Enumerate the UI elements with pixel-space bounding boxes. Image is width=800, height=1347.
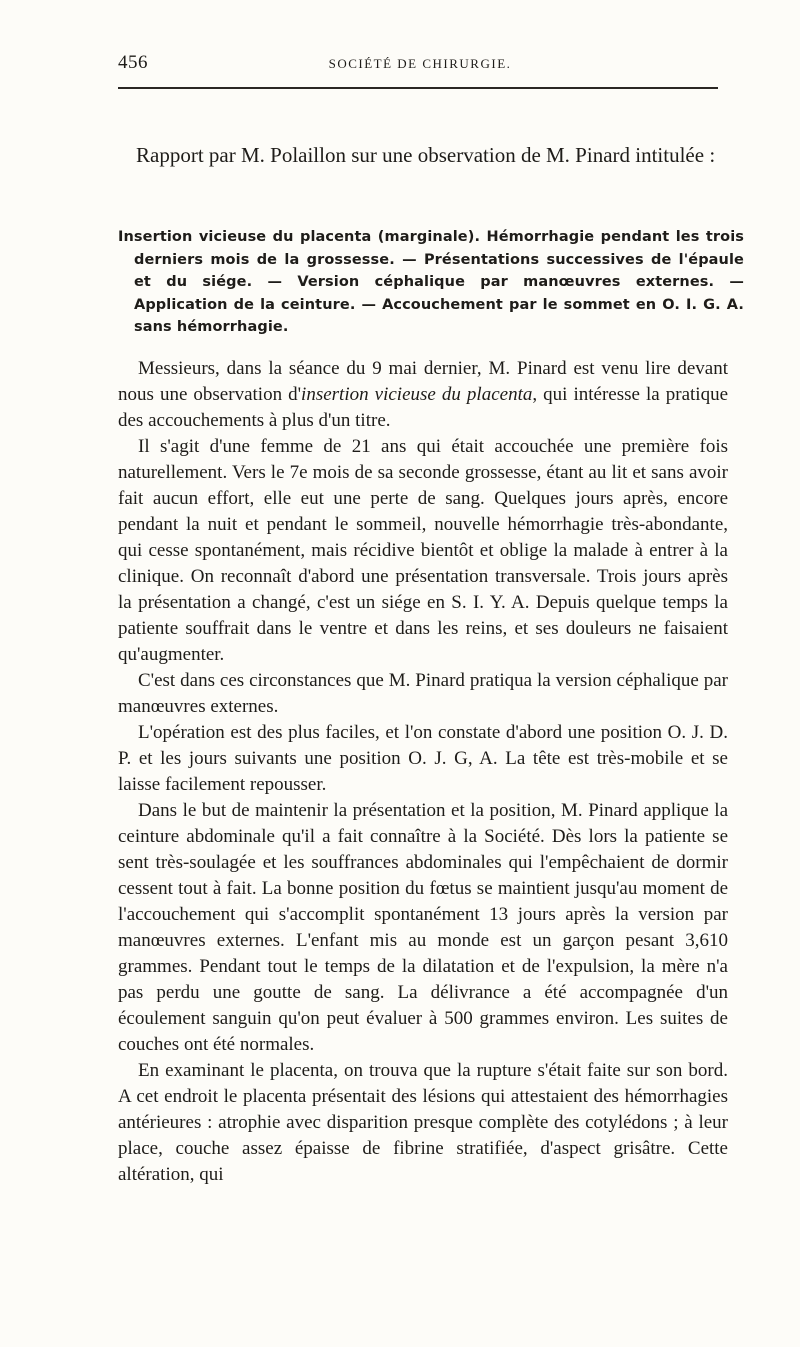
paragraph: L'opération est des plus faciles, et l'on constate d'abord une position O. J. D. P. et les jours suivants une position O. J. G, A. La tête est très-mobile et se laisse facilement repousser. <box>118 722 728 795</box>
paragraph: Messieurs, dans la séance du 9 mai dernier, M. Pinard est venu lire devant nous une observation d'insertion vicieuse du placenta, qui intéresse la pratique des accouchements à plus d'un titre. <box>118 358 729 431</box>
case-subtitle: Insertion vicieuse du placenta (marginale). Hémorrhagie pendant les trois derniers mois de la grossesse. — Présentations successives de l'épaule et du siége. — Version céphalique par manœuvres externes. — Application de la ceinture. — Accouchement par le sommet en O. I. G. A. sans hémorrhagie. <box>118 229 744 335</box>
paragraph: En examinant le placenta, on trouva que la rupture s'était faite sur son bord. A cet endroit le placenta présentait des lésions qui attestaient des hémorrhagies antérieures : atrophie avec disparition presque complète des cotylédons ; à leur place, couche assez épaisse de fibrine stratifiée, d'aspect grisâtre. Cette altération, qui <box>118 1060 728 1185</box>
paragraph: Dans le but de maintenir la présentation et la position, M. Pinard applique la ceinture abdominale qu'il a fait connaître à la Société. Dès lors la patiente se sent très-soulagée et les souffrances abdominales qui l'empêchaient de dormir cessent tout à fait. La bonne position du fœtus se maintient jusqu'au moment de l'accouchement qui s'accomplit spontanément 13 jours après la version par manœuvres externes. L'enfant mis au monde est un garçon pesant 3,610 grammes. Pendant tout le temps de la dilatation et de l'expulsion, la mère n'a pas perdu une goutte de sang. La délivrance a été accompagnée d'un écoulement sanguin qu'on peut évaluer à 500 grammes environ. Les suites de couches ont été normales. <box>118 800 728 1055</box>
body-text <box>118 356 728 1188</box>
emphasis-text: insertion vicieuse du placenta <box>301 384 533 405</box>
running-title: SOCIÉTÉ DE CHIRURGIE. <box>328 56 512 71</box>
report-title: Rapport par M. Polaillon sur une observation de M. Pinard intitulée : <box>136 143 716 167</box>
page-header <box>118 52 722 76</box>
page-number: 456 <box>118 52 148 73</box>
paragraph: Il s'agit d'une femme de 21 ans qui était accouchée une première fois naturellement. Vers le 7e mois de sa seconde grossesse, étant au lit et sans avoir fait aucun effort, elle eut une perte de sang. Quelques jours après, encore pendant la nuit et pendant le sommeil, nouvelle hémorrhagie très-abondante, qui cesse spontanément, mais récidive bientôt et oblige la malade à entrer à la clinique. On reconnaît d'abord une présentation transversale. Trois jours après la présentation a changé, c'est un siége en S. I. Y. A. Depuis quelque temps la patiente souffrait dans le ventre et dans les reins, et ses douleurs ne faisaient qu'augmenter. <box>118 436 728 665</box>
header-rule <box>118 87 718 89</box>
paragraph: C'est dans ces circonstances que M. Pinard pratiqua la version céphalique par manœuvres externes. <box>118 670 728 717</box>
